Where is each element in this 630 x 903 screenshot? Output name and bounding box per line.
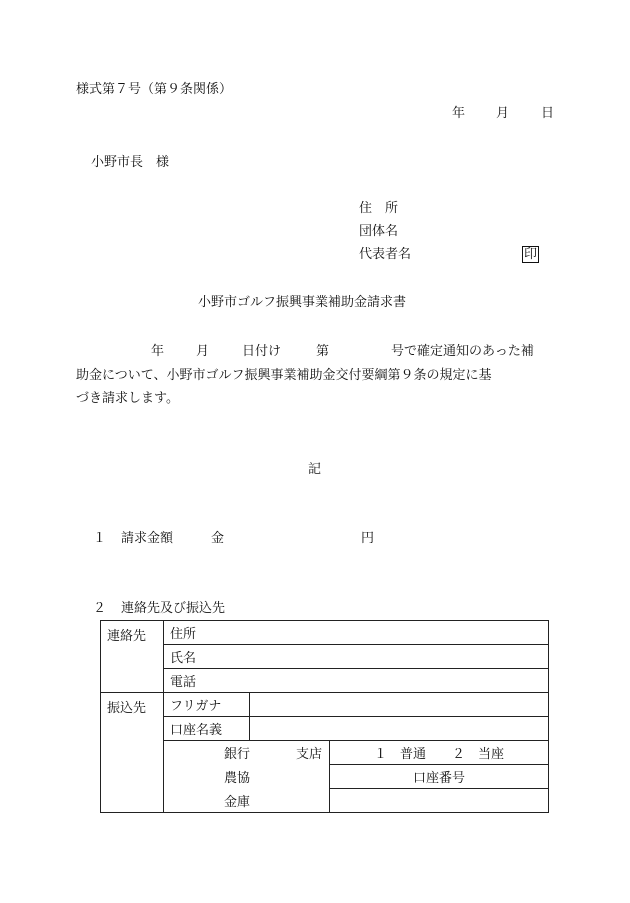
item2-label: 連絡先及び振込先 xyxy=(121,601,226,616)
shinkin-label: 金庫 xyxy=(224,794,251,810)
furigana-field[interactable] xyxy=(250,693,549,717)
date-day: 日 xyxy=(541,106,555,121)
table-row xyxy=(101,789,549,813)
date-month: 月 xyxy=(496,106,510,121)
agri-label: 農協 xyxy=(224,771,251,786)
branch-label: 支店 xyxy=(296,747,323,763)
applicant-rep-label: 代表者名 xyxy=(359,247,412,262)
agri-cell xyxy=(164,765,330,789)
body-line1-month: 月 xyxy=(196,344,210,359)
shinkin-cell xyxy=(164,789,330,813)
item2-number: ２ xyxy=(93,601,107,616)
bank-label: 銀行 xyxy=(224,747,251,763)
body-line1-year: 年 xyxy=(151,344,165,359)
table-row xyxy=(101,621,549,645)
account-holder-label: 口座名義 xyxy=(164,717,250,741)
body-line1-rest: 号で確定通知のあった補 xyxy=(391,344,534,359)
account-holder-field[interactable] xyxy=(250,717,549,741)
address-label: 住所 xyxy=(164,621,549,645)
body-line3: づき請求します。 xyxy=(76,391,179,406)
body-line1-no: 第 xyxy=(316,344,330,359)
item1-yen: 円 xyxy=(361,531,375,546)
item1-kin: 金 xyxy=(211,531,225,546)
ki-heading: 記 xyxy=(308,462,322,477)
bank-cell xyxy=(164,741,330,765)
transfer-header: 振込先 xyxy=(101,693,164,813)
body-line1-date: 日付け xyxy=(242,344,282,359)
table-row xyxy=(101,741,549,765)
table-row xyxy=(101,645,549,669)
account-number-label: 口座番号 xyxy=(330,765,549,789)
phone-label: 電話 xyxy=(164,669,549,693)
document-title: 小野市ゴルフ振興事業補助金請求書 xyxy=(198,295,407,310)
contact-transfer-table xyxy=(100,620,549,813)
account-type[interactable]: １ 普通 ２ 当座 xyxy=(330,741,549,765)
account-number-field[interactable] xyxy=(330,789,549,813)
form-label: 様式第７号（第９条関係） xyxy=(76,82,233,97)
table-row xyxy=(101,717,549,741)
item1-number: １ xyxy=(93,531,107,546)
table-row xyxy=(101,765,549,789)
seal-mark: 印 xyxy=(524,247,538,262)
furigana-label: フリガナ xyxy=(164,693,250,717)
applicant-address-label: 住 所 xyxy=(359,201,399,216)
applicant-group-label: 団体名 xyxy=(359,224,399,239)
table-row xyxy=(101,693,549,717)
table-row xyxy=(101,669,549,693)
name-label: 氏名 xyxy=(164,645,549,669)
addressee: 小野市長 様 xyxy=(91,155,170,170)
contact-header: 連絡先 xyxy=(101,621,164,693)
body-line2: 助金について、小野市ゴルフ振興事業補助金交付要綱第９条の規定に基 xyxy=(76,368,492,383)
date-year: 年 xyxy=(452,106,466,121)
item1-label: 請求金額 xyxy=(121,531,174,546)
